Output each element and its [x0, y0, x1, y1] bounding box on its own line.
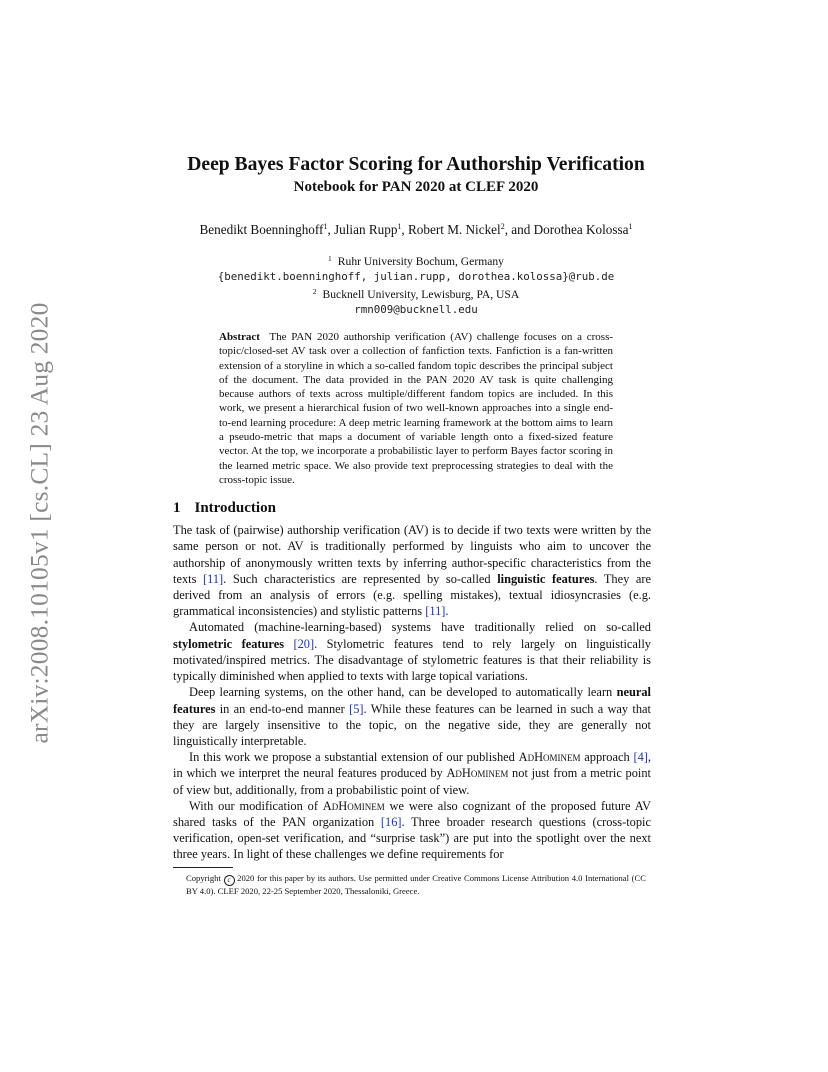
paragraph — [173, 749, 651, 798]
paragraph — [173, 522, 651, 619]
affiliation-name: Bucknell University, Lewisburg, PA, USA — [322, 288, 520, 301]
affiliations — [181, 251, 651, 317]
arxiv-stamp-text: arXiv:2008.10105v1 [cs.CL] 23 Aug 2020 — [25, 302, 55, 744]
paragraph — [173, 619, 651, 684]
author-name: Benedikt Boenninghoff — [199, 222, 324, 237]
citation-link[interactable]: [5] — [349, 701, 364, 716]
arxiv-identifier-stamp — [20, 284, 60, 762]
author-separator: , — [327, 222, 335, 237]
text-run: not just from a metric point of view but, additionally, from a probabilistic point of view. — [173, 766, 652, 797]
section-body — [173, 522, 651, 862]
affiliation-line — [181, 251, 651, 269]
text-run: approach — [580, 750, 634, 765]
text-run: . Stylometric features tend to rely largely on linguistically motivated/inspired metrics. The disadvantage of stylometric features is that their reliability is typically diminished when applied to texts with large topical variations. — [173, 636, 651, 684]
abstract — [219, 330, 613, 487]
author-name: Dorothea Kolossa — [533, 222, 629, 237]
author-affiliation-mark: 1 — [628, 222, 633, 231]
affiliation-number: 1 — [328, 254, 332, 263]
text-run: in an end-to-end manner — [215, 701, 350, 716]
text-run: . They are derived from an analysis of errors (e.g. spelling mistakes), textual idiosyncrasies (e.g. grammatical inconsistencies) and stylistic patterns — [173, 571, 651, 619]
text-run: With our modification of — [189, 798, 323, 813]
affiliation-email[interactable]: {benedikt.boenninghoff, julian.rupp, dorothea.kolossa}@rub.de — [217, 270, 615, 283]
author-affiliation-mark: 1 — [397, 222, 402, 231]
text-run: The task of (pairwise) authorship verification (AV) is to decide if two texts were written by the same person or not. AV is traditionally performed by linguists who aim to uncover the authorship of anonymously written texts by inferring author-specific characteristics from the texts — [173, 523, 651, 586]
footnote-prefix: Copyright — [186, 872, 221, 883]
text-run: . Three broader research questions (cross-topic verification, open-set verification, and “surprise task”) are put into the spotlight over the next three years. In light of these challenges we define requirements for — [173, 814, 651, 862]
author-name: Julian Rupp — [334, 222, 398, 237]
text-run: . While these features can be learned in such a way that they are largely insensitive to the topic, on the negative side, they are generally not linguistically interpretable. — [173, 701, 652, 748]
author-separator: , and — [504, 222, 534, 237]
paper-subtitle: Notebook for PAN 2020 at CLEF 2020 — [293, 179, 539, 195]
abstract-label: Abstract — [219, 331, 260, 343]
citation-link[interactable]: [4] — [633, 750, 648, 765]
footnote-text: 2020 for this paper by its authors. Use permitted under Creative Commons License Attribution 4.0 International (CC BY 4.0). CLEF 2020, 22-25 September 2020, Thessaloniki, Greece. — [186, 872, 646, 896]
paper-title: Deep Bayes Factor Scoring for Authorship Verification — [187, 154, 645, 175]
footnote-divider — [173, 867, 233, 868]
text-run: , in which we interpret the neural features produced by — [173, 750, 651, 781]
text-run: In this work we propose a substantial extension of our published — [189, 750, 519, 765]
text-run: Deep learning systems, on the other hand, can be developed to automatically learn — [189, 685, 617, 700]
bold-term: neural features — [173, 685, 651, 716]
text-run: . — [445, 604, 449, 619]
affiliation-email[interactable]: rmn009@bucknell.edu — [354, 303, 478, 316]
bold-term: linguistic features — [497, 571, 595, 586]
section-heading — [173, 499, 651, 517]
author-separator: , — [401, 222, 409, 237]
system-name: AdHominem — [322, 798, 385, 813]
affiliation-number: 2 — [312, 287, 317, 296]
citation-link[interactable]: [16] — [380, 814, 402, 829]
citation-link[interactable]: [11] — [425, 604, 446, 619]
citation-link[interactable]: [11] — [202, 571, 224, 586]
copyright-footnote — [186, 873, 646, 897]
paragraph — [173, 684, 651, 749]
affiliation-name: Ruhr University Bochum, Germany — [337, 255, 504, 268]
bold-term: stylometric features — [173, 636, 285, 651]
author-affiliation-mark: 2 — [500, 222, 505, 231]
paragraph — [173, 798, 651, 863]
affiliation-line — [181, 284, 651, 302]
text-run: . Such characteristics are represented by so-called — [223, 571, 498, 586]
text-run: we were also cognizant of the proposed future AV shared tasks of the PAN organization — [173, 798, 651, 829]
text-run: Automated (machine-learning-based) systems have traditionally relied on so-called — [189, 620, 651, 635]
copyright-icon: c — [224, 875, 235, 886]
section-number: 1 — [173, 500, 181, 517]
citation-link[interactable]: [20] — [293, 636, 315, 651]
system-name: AdHominem — [446, 766, 509, 781]
author-list — [181, 218, 651, 239]
section-title: Introduction — [194, 500, 276, 517]
author-name: Robert M. Nickel — [408, 222, 501, 237]
author-affiliation-mark: 1 — [323, 222, 328, 231]
system-name: AdHominem — [518, 750, 581, 765]
abstract-text: The PAN 2020 authorship verification (AV) challenge focuses on a cross-topic/closed-set AV task over a collection of fanfiction texts. Fanfiction is a fan-written extension of a storyline in which a so-called fandom topic describes the principal subject of the document. The data provided in the PAN 2020 AV task is quite challenging because authors of texts across multiple/different fandom topics are included. In this work, we present a hierarchical fusion of two well-known approaches into a single end-to-end learning procedure: A deep metric learning framework at the bottom aims to learn a pseudo-metric that maps a document of variable length onto a fixed-sized feature vector. At the top, we incorporate a probabilistic layer to perform Bayes factor scoring in the learned metric space. We also provide text preprocessing strategies to deal with the cross-topic issue. — [219, 331, 614, 486]
paper-page — [173, 150, 652, 897]
